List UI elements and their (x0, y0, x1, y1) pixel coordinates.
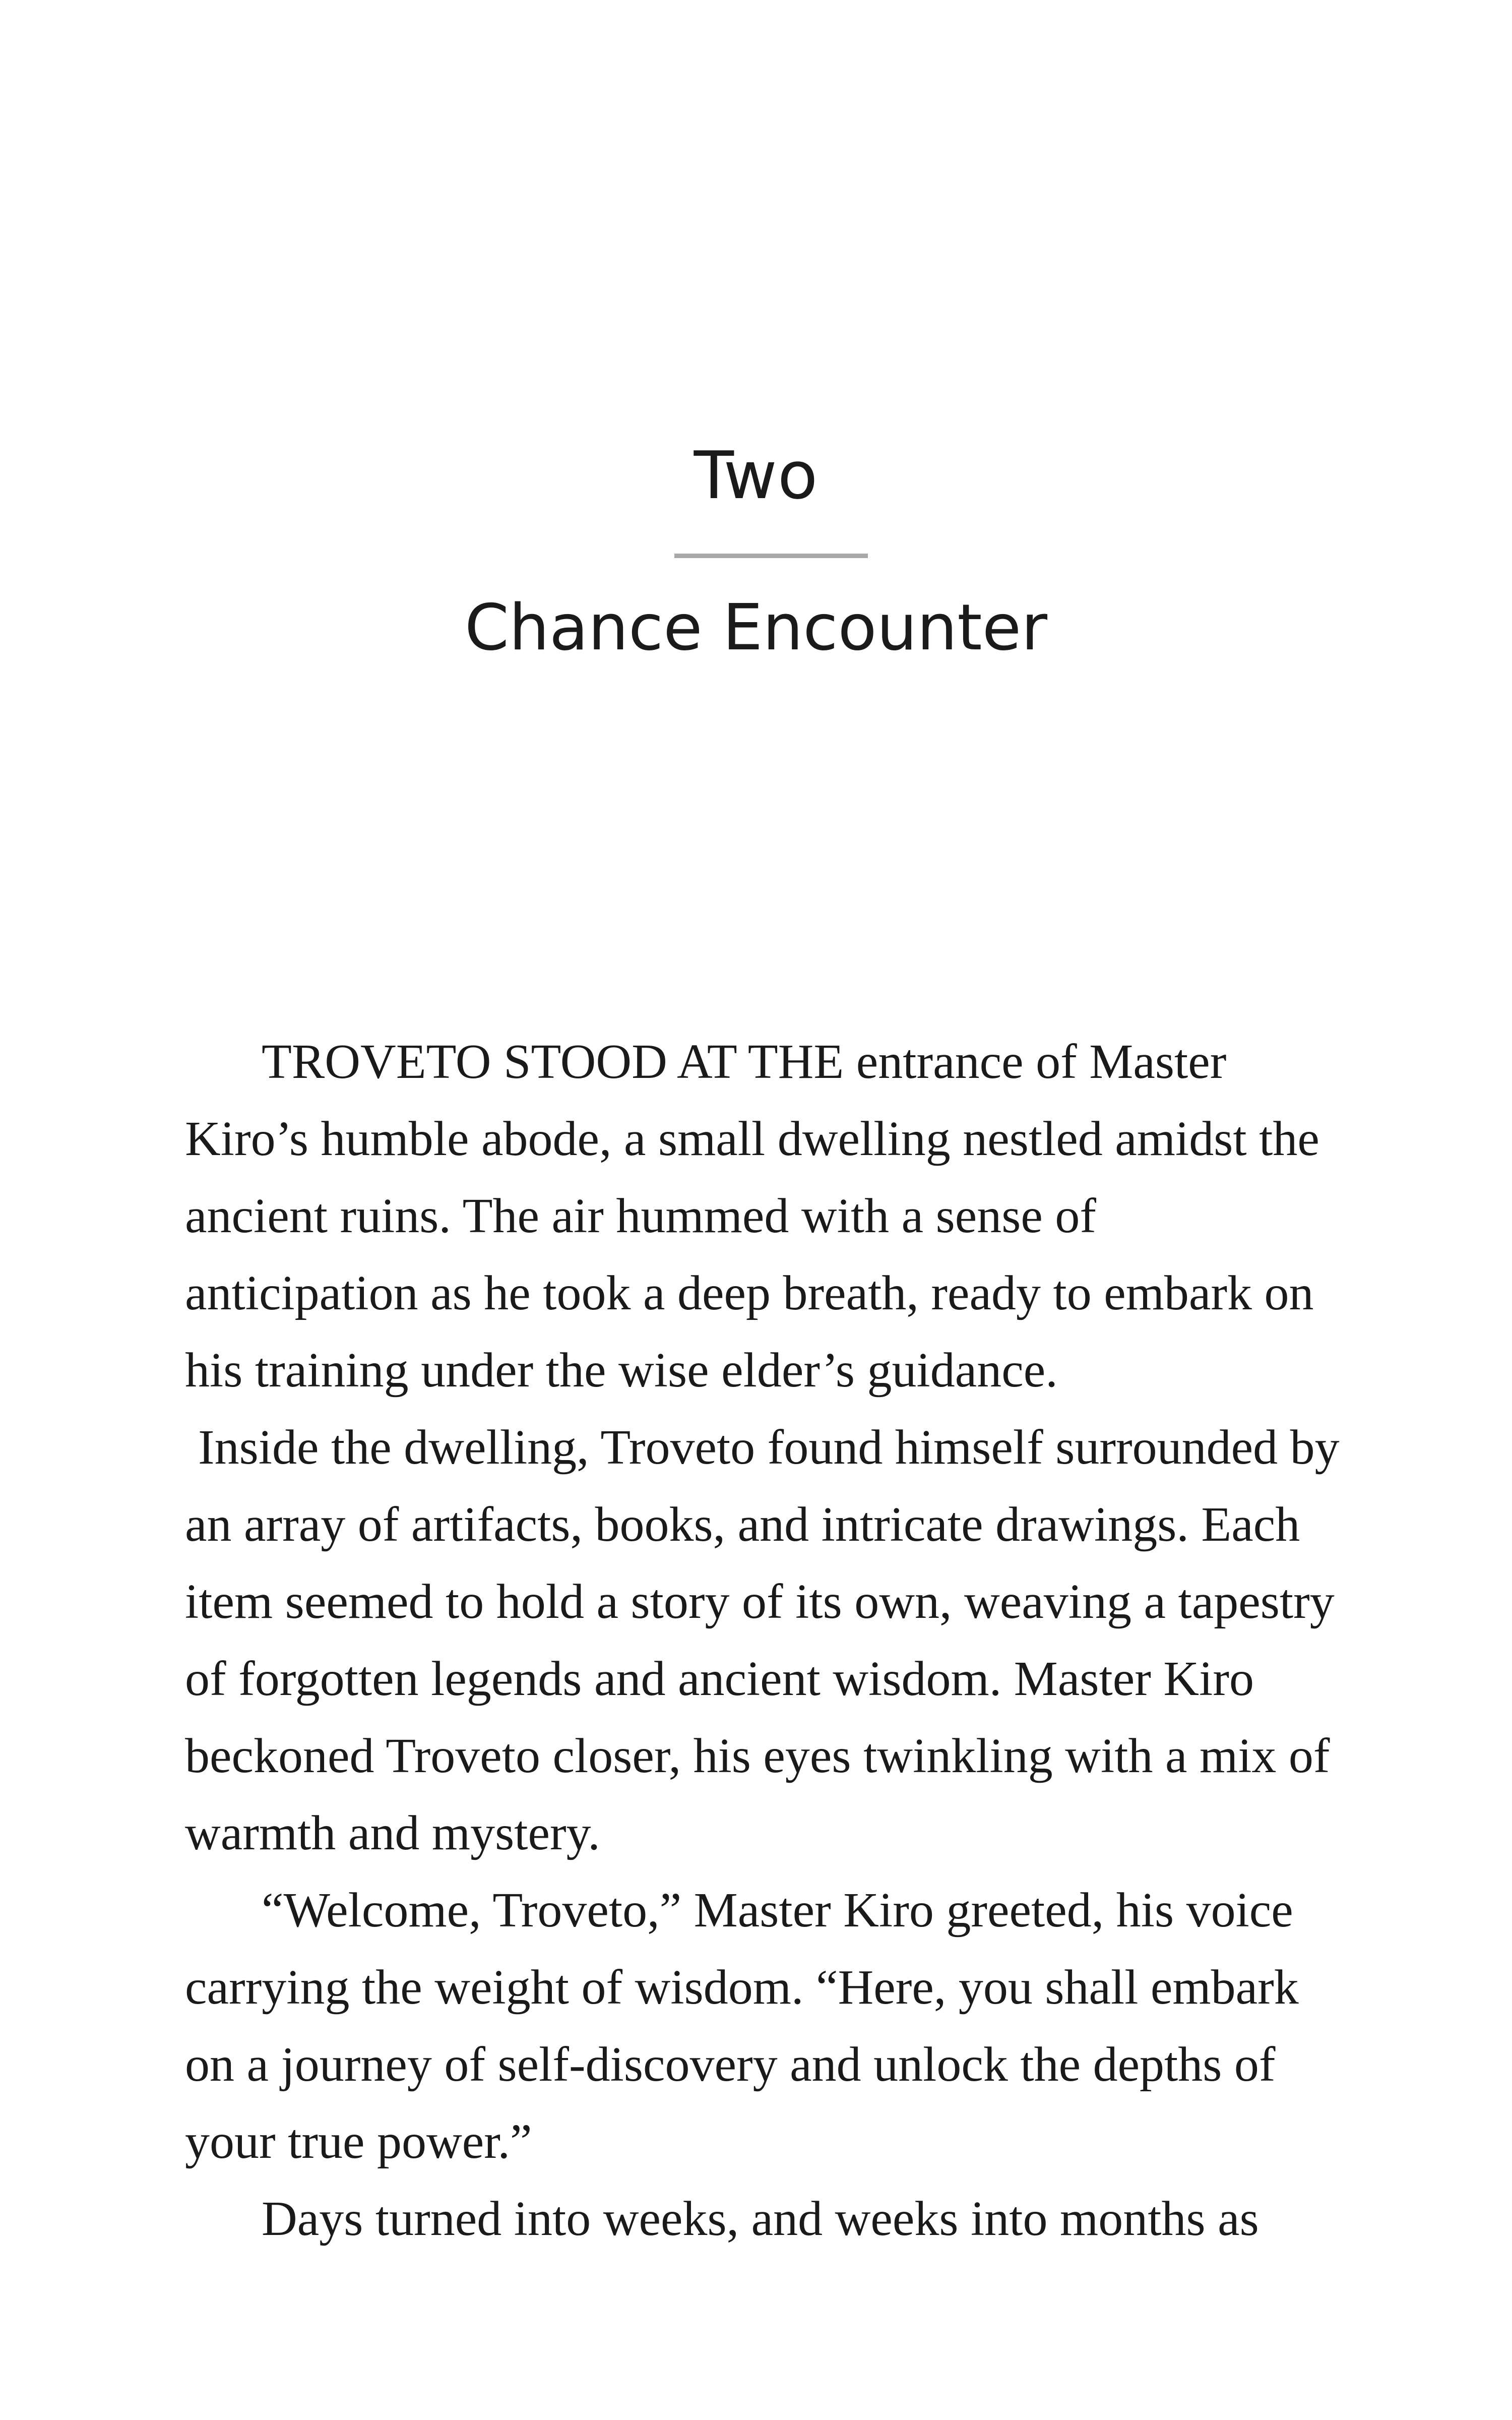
chapter-title: Chance Encounter (464, 590, 1048, 664)
chapter-body (185, 1023, 1354, 2258)
text-line: of forgotten legends and ancient wisdom. Master Kiro (185, 1652, 1254, 1706)
text-line: warmth and mystery. (185, 1806, 600, 1860)
text-line: his training under the wise elder’s guidance. (185, 1343, 1058, 1398)
chapter-divider (674, 554, 868, 558)
text-line: your true power.” (185, 2114, 532, 2169)
chapter-number: Two (694, 437, 818, 514)
text-line: Kiro’s humble abode, a small dwelling nestled amidst the (185, 1112, 1319, 1166)
text-line: an array of artifacts, books, and intricate drawings. Each (185, 1497, 1300, 1552)
text-line: on a journey of self-discovery and unlock the depths of (185, 2037, 1276, 2092)
text-line: anticipation as he took a deep breath, ready to embark on (185, 1266, 1314, 1320)
text-line: TROVETO STOOD AT THE entrance of Master (262, 1035, 1227, 1089)
text-line: item seemed to hold a story of its own, weaving a tapestry (185, 1575, 1335, 1629)
text-line: ancient ruins. The air hummed with a sense of (185, 1189, 1096, 1243)
text-line: Inside the dwelling, Troveto found himself surrounded by (198, 1420, 1340, 1475)
text-line: Days turned into weeks, and weeks into months as (262, 2192, 1259, 2246)
text-line: beckoned Troveto closer, his eyes twinkling with a mix of (185, 1729, 1330, 1783)
text-line: “Welcome, Troveto,” Master Kiro greeted, his voice (262, 1883, 1293, 1938)
text-line: carrying the weight of wisdom. “Here, you shall embark (185, 1960, 1299, 2015)
